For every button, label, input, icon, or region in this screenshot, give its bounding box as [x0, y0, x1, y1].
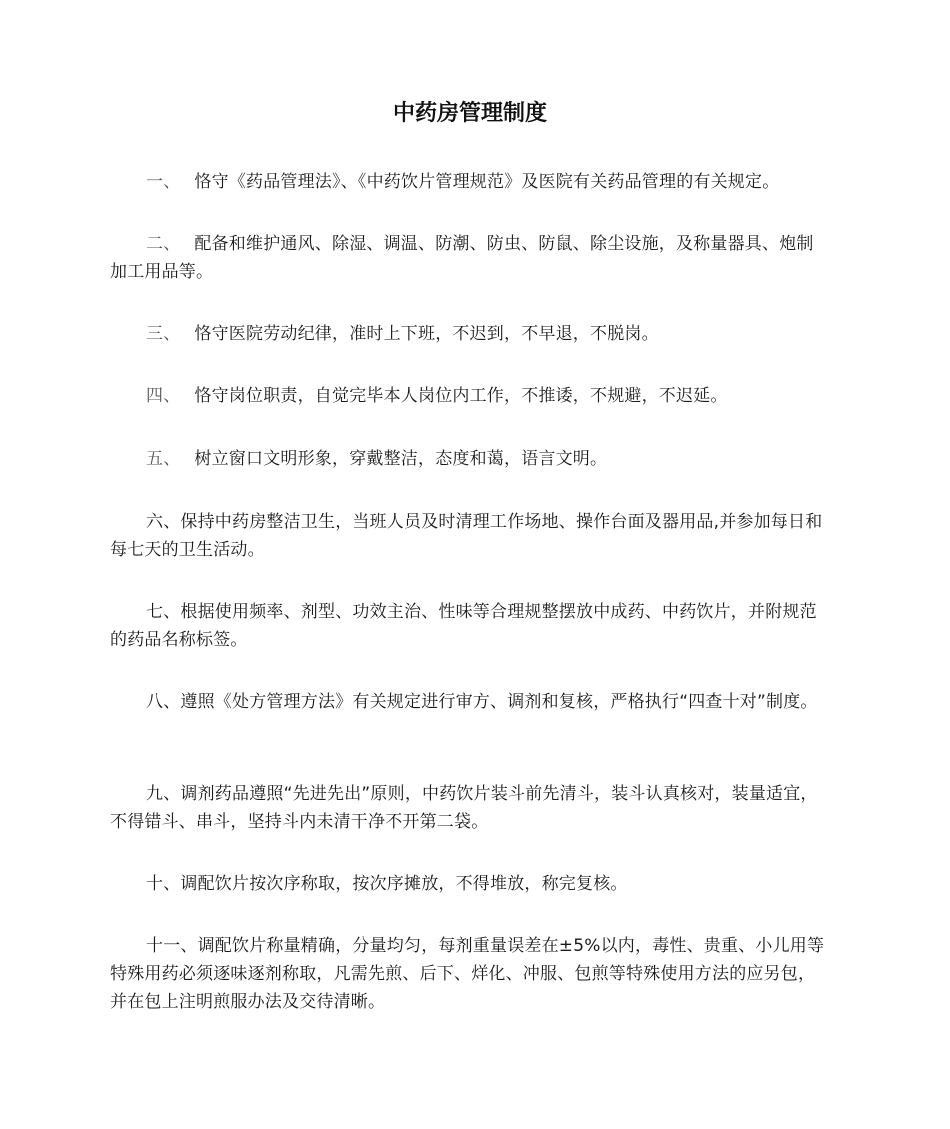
rule-item-6 [110, 508, 830, 564]
rule-number: 四、 [146, 386, 181, 406]
rule-text: 六、保持中药房整洁卫生，当班人员及时清理工作场地、操作台面及器用品,并参加每日和每七天的卫生活动。 [110, 512, 823, 560]
rule-item-5 [110, 445, 830, 473]
rule-text: 恪守医院劳动纪律，准时上下班，不迟到，不早退，不脱岗。 [194, 324, 659, 344]
rule-number: 一、 [146, 172, 181, 192]
rule-item-11 [110, 932, 830, 1016]
rule-text: 十一、调配饮片称量精确，分量均匀，每剂重量误差在±5%以内，毒性、贵重、小儿用等特殊用药必须逐味逐剂称取，凡需先煎、后下、烊化、冲服、包煎等特殊使用方法的应另包，并在包上注明煎服办法及交待清晰。 [110, 936, 825, 1012]
rule-item-8 [110, 688, 830, 716]
rule-number: 五、 [146, 449, 181, 469]
rule-item-2 [110, 230, 830, 286]
rule-text: 九、调剂药品遵照“先进先出”原则，中药饮片装斗前先清斗，装斗认真核对，装量适宜，不得错斗、串斗，坚持斗内未清干净不开第二袋。 [110, 784, 818, 832]
rule-text: 恪守岗位职责，自觉完毕本人岗位内工作，不推诿，不规避，不迟延。 [194, 386, 728, 406]
rule-item-4 [110, 382, 830, 410]
rule-item-3 [110, 320, 830, 348]
rule-text: 树立窗口文明形象，穿戴整洁，态度和蔼，语言文明。 [194, 449, 608, 469]
rule-text: 十、调配饮片按次序称取，按次序摊放，不得堆放，称完复核。 [146, 874, 628, 894]
rule-text: 八、遵照《处方管理方法》有关规定进行审方、调剂和复核，严格执行“四查十对”制度。 [146, 692, 818, 712]
rule-item-9 [110, 780, 830, 836]
rule-item-1 [110, 168, 830, 196]
rule-item-7 [110, 598, 830, 654]
rule-text: 七、根据使用频率、剂型、功效主治、性味等合理规整摆放中成药、中药饮片，并附规范的药品名称标签。 [110, 602, 817, 650]
rule-text: 恪守《药品管理法》、《中药饮片管理规范》及医院有关药品管理的有关规定。 [194, 172, 780, 192]
rule-text: 配备和维护通风、除湿、调温、防潮、防虫、防鼠、除尘设施，及称量器具、炮制加工用品等。 [110, 234, 814, 282]
rule-number: 二、 [146, 234, 181, 254]
rule-number: 三、 [146, 324, 181, 344]
rule-item-10 [110, 870, 830, 898]
page-title: 中药房管理制度 [392, 101, 547, 126]
